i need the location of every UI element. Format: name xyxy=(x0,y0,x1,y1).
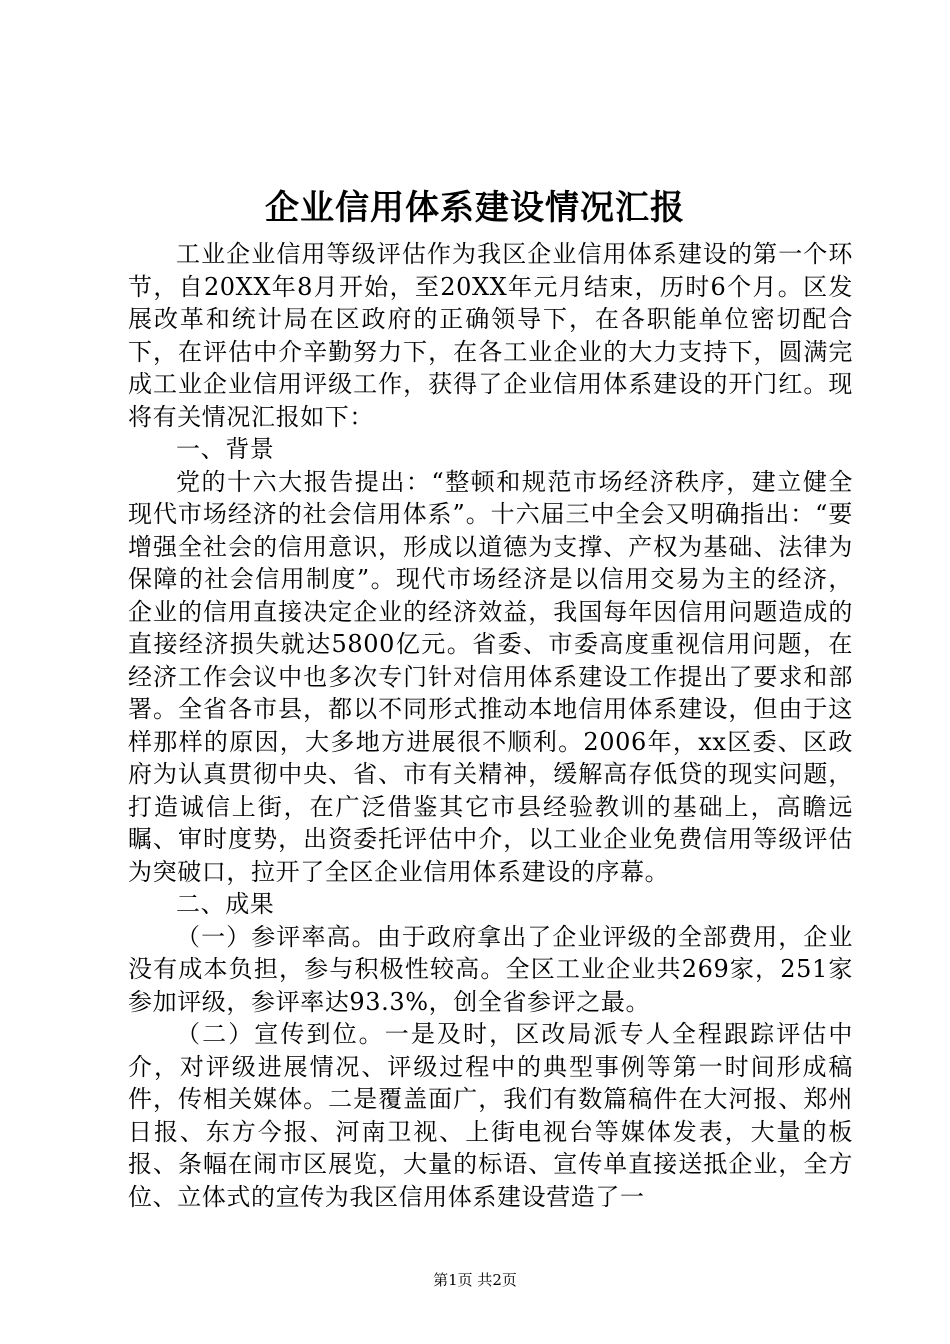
paragraph-intro: 工业企业信用等级评估作为我区企业信用体系建设的第一个环节，自20XX年8月开始，至20XX年元月结束，历时6个月。区发展改革和统计局在区政府的正确领导下，在各职能单位密切配合下，在评估中介辛勤努力下，在各工业企业的大力支持下，圆满完成工业企业信用评级工作，获得了企业信用体系建设的开门红。现将有关情况汇报如下： xyxy=(128,240,853,431)
section-heading-background: 一、背景 xyxy=(176,435,275,463)
paragraph-background: 党的十六大报告提出：“整顿和规范市场经济秩序，建立健全现代市场经济的社会信用体系”。十六届三中全会又明确指出：“要增强全社会的信用意识，形成以道德为支撑、产权为基础、法律为保障的社会信用制度”。现代市场经济是以信用交易为主的经济，企业的信用直接决定企业的经济效益，我国每年因信用问题造成的直接经济损失就达5800亿元。省委、市委高度重视信用问题，在经济工作会议中也多次专门针对信用体系建设工作提出了要求和部署。全省各市县，都以不同形式推动本地信用体系建设，但由于这样那样的原因，大多地方进展很不顺利。2006年，xx区委、区政府为认真贯彻中央、省、市有关精神，缓解高存低贷的现实问题，打造诚信上街，在广泛借鉴其它市县经验教训的基础上，高瞻远瞩、审时度势，出资委托评估中介，以工业企业免费信用等级评估为突破口，拉开了全区企业信用体系建设的序幕。 xyxy=(128,467,853,886)
page-number: 第1页 共2页 xyxy=(433,1271,517,1289)
document-title: 企业信用体系建设情况汇报 xyxy=(265,188,685,228)
section-heading-results: 二、成果 xyxy=(176,890,275,918)
document-body xyxy=(128,238,853,1213)
paragraph-participation: （一）参评率高。由于政府拿出了企业评级的全部费用，企业没有成本负担，参与积极性较高。全区工业企业共269家，251家参加评级，参评率达93.3%，创全省参评之最。 xyxy=(128,922,853,1016)
paragraph-publicity: （二）宣传到位。一是及时，区改局派专人全程跟踪评估中介，对评级进展情况、评级过程中的典型事例等第一时间形成稿件，传相关媒体。二是覆盖面广，我们有数篇稿件在大河报、郑州日报、东方今报、河南卫视、上街电视台等媒体发表，大量的板报、条幅在闹市区展览，大量的标语、宣传单直接送抵企业，全方位、立体式的宣传为我区信用体系建设营造了一 xyxy=(128,1020,853,1211)
